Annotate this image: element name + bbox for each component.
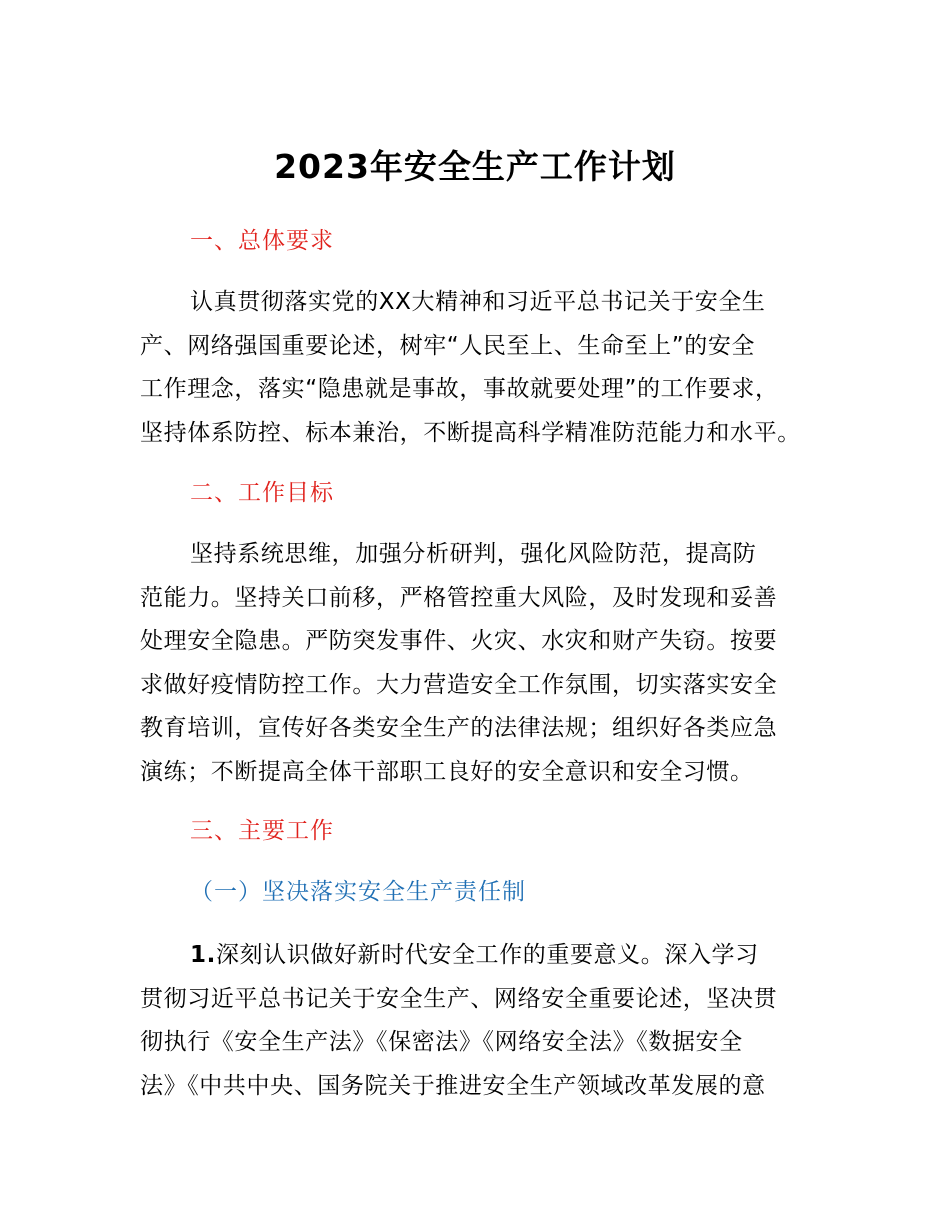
section-heading-work-goals: 二、工作目标 [190, 480, 334, 506]
paragraph-line: 坚持系统思维，加强分析研判，强化风险防范，提高防 [190, 541, 757, 567]
section-paragraph-general-requirements [140, 281, 830, 455]
paragraph-line: 工作理念，落实“隐患就是事故，事故就要处理”的工作要求， [140, 376, 779, 402]
item-first-line: 深刻认识做好新时代安全工作的重要意义。深入学习 [215, 942, 759, 968]
paragraph-line: 求做好疫情防控工作。大力营造安全工作氛围，切实落实安全 [140, 671, 778, 698]
item-number: 1. [190, 942, 216, 968]
paragraph-line [140, 934, 830, 978]
paragraph-line: 彻执行《安全生产法》《保密法》《网络安全法》《数据安全 [140, 1029, 743, 1055]
paragraph-line: 教育培训，宣传好各类安全生产的法律法规；组织好各类应急 [140, 715, 778, 741]
subsection-heading-responsibility: （一）坚决落实安全生产责任制 [190, 879, 526, 905]
paragraph-line: 坚持体系防控、标本兼治，不断提高科学精准防范能力和水平。 [140, 419, 801, 446]
paragraph-line: 法》《中共中央、国务院关于推进安全生产领域改革发展的意 [140, 1072, 766, 1099]
paragraph-line: 认真贯彻落实党的XX大精神和习近平总书记关于安全生 [190, 289, 766, 315]
paragraph-line: 演练；不断提高全体干部职工良好的安全意识和安全习惯。 [140, 758, 754, 785]
paragraph-line: 贯彻习近平总书记关于安全生产、网络安全重要论述，坚决贯 [140, 985, 778, 1012]
section-heading-general-requirements: 一、总体要求 [190, 228, 334, 254]
paragraph-line: 处理安全隐患。严防突发事件、火灾、水灾和财产失窃。按要 [140, 628, 778, 654]
document-title: 2023年安全生产工作计划 [274, 147, 676, 186]
paragraph-line: 范能力。坚持关口前移，严格管控重大风险，及时发现和妥善 [140, 584, 778, 611]
section-heading-main-work: 三、主要工作 [190, 818, 334, 844]
item-paragraph-1 [140, 934, 830, 1108]
section-paragraph-work-goals [140, 533, 830, 794]
paragraph-line: 产、网络强国重要论述，树牢“人民至上、生命至上”的安全 [140, 332, 756, 359]
